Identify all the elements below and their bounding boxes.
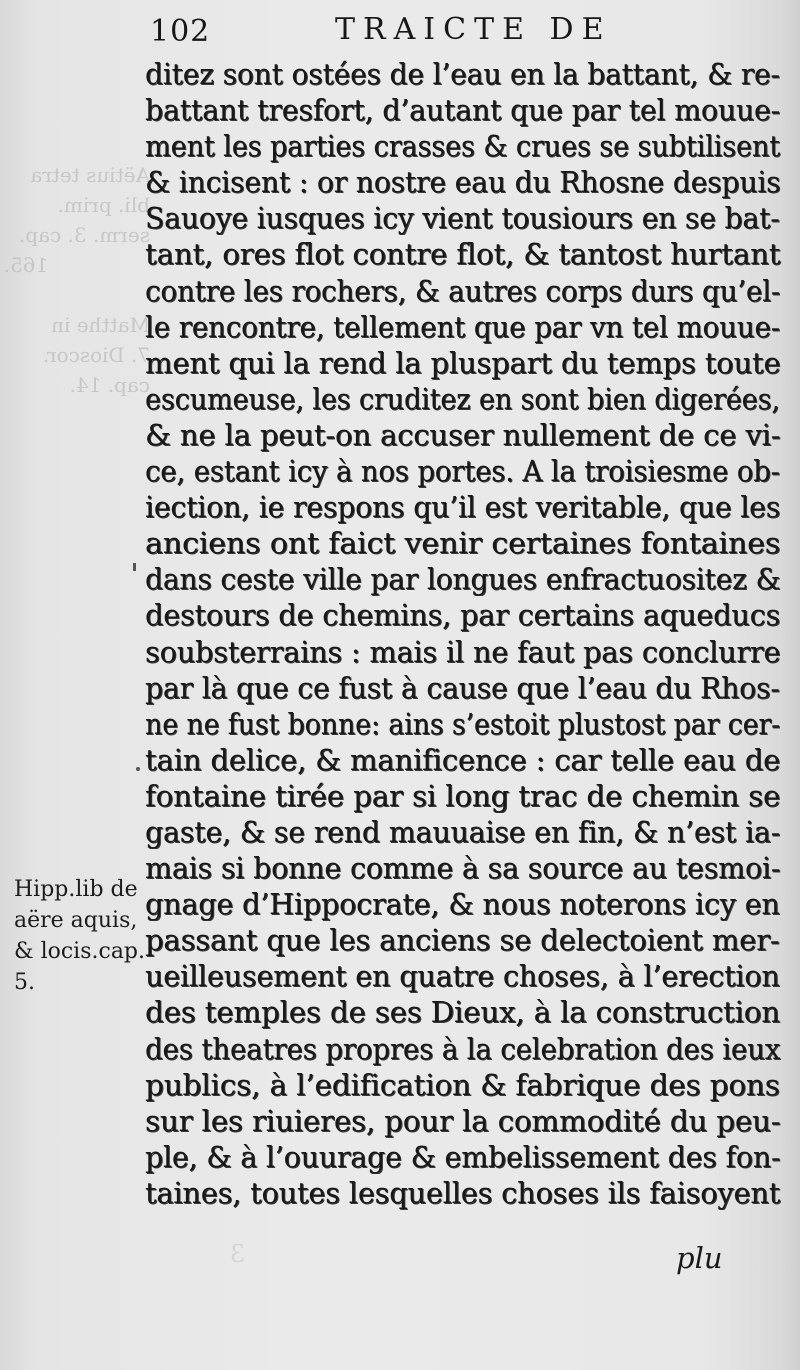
text-line: ce, estant icy à nos portes. A la troisiesme ob- bbox=[145, 454, 780, 489]
text-line: par là que ce fust à cause que l’eau du Rhos- bbox=[145, 670, 780, 705]
text-line: le rencontre, tellement que par vn tel mouue- bbox=[145, 309, 781, 344]
text-line: ueilleusement en quatre choses, à l’erection bbox=[145, 959, 780, 994]
text-line: mais si bonne comme à sa source au tesmoi- bbox=[145, 851, 781, 886]
text-line: battant tresfort, d’autant que par tel mouue- bbox=[145, 93, 781, 128]
text-line: passant que les anciens se delectoient mer- bbox=[145, 923, 780, 958]
page-number: 102 bbox=[150, 14, 211, 49]
margin-citation-line: aëre aquis, bbox=[14, 908, 138, 933]
text-line: ment les parties crasses & crues se subtilisent bbox=[145, 129, 780, 164]
ink-mark bbox=[133, 563, 136, 571]
text-line: soubsterrains : mais il ne faut pas conclurre bbox=[145, 634, 781, 669]
text-line: sur les riuieres, pour la commodité du peu- bbox=[145, 1103, 781, 1138]
main-text-block bbox=[145, 56, 785, 1211]
margin-citation bbox=[14, 874, 154, 998]
text-line: fontaine tirée par si long trac de chemin se bbox=[145, 778, 781, 813]
text-line: gnage d’Hippocrate, & nous noterons icy en bbox=[145, 887, 780, 922]
text-line: des temples de ses Dieux, à la construction bbox=[145, 995, 780, 1030]
text-line: & ne la peut-on accuser nullement de ce vi- bbox=[145, 417, 781, 452]
show-through-numeral: 3 bbox=[230, 1240, 246, 1268]
running-head: TRAICTE DE bbox=[335, 12, 612, 47]
text-line: iection, ie respons qu’il est veritable, que les bbox=[145, 490, 781, 525]
margin-citation-line: 5. bbox=[14, 970, 35, 995]
text-line: & incisent : or nostre eau du Rhosne despuis bbox=[145, 165, 781, 200]
page-header bbox=[150, 12, 770, 52]
text-line: tain delice, & manificence : car telle eau de bbox=[145, 742, 781, 777]
text-line: ple, & à l’ouurage & embelissement des fon- bbox=[145, 1139, 781, 1174]
text-line: tant, ores flot contre flot, & tantost hurtant bbox=[145, 237, 781, 272]
text-line: gaste, & se rend mauuaise en fin, & n’est ia- bbox=[145, 814, 781, 849]
text-line: Sauoye iusques icy vient tousiours en se bat- bbox=[145, 201, 780, 236]
text-line: publics, à l’edification & fabrique des pons bbox=[145, 1067, 780, 1102]
text-line: destours de chemins, par certains aqueducs bbox=[145, 598, 781, 633]
text-line: ment qui la rend la pluspart du temps toute bbox=[145, 345, 781, 380]
text-line: anciens ont faict venir certaines fontaines bbox=[145, 526, 781, 561]
text-line: ditez sont ostées de l’eau en la battant, & re- bbox=[145, 57, 780, 91]
text-line: contre les rochers, & autres corps durs qu’el- bbox=[145, 273, 781, 308]
ink-dot bbox=[136, 767, 140, 771]
margin-citation-line: Hipp.lib de bbox=[14, 877, 138, 902]
show-through-margin-note: Aëtius tetra bli. prim. serm. 3. cap. 165. Matthe in 7. Dioscor. cap. 14. bbox=[3, 163, 150, 397]
text-line: dans ceste ville par longues enfractuositez & bbox=[145, 562, 781, 597]
catchword: plu bbox=[676, 1241, 723, 1275]
text-line: ne ne fust bonne: ains s’estoit plustost par cer- bbox=[145, 706, 781, 741]
margin-citation-line: & locis.cap. bbox=[14, 939, 146, 964]
text-line: taines, toutes lesquelles choses ils faisoyent bbox=[145, 1175, 781, 1210]
text-line: des theatres propres à la celebration des ieux bbox=[145, 1031, 781, 1066]
text-line: escumeuse, les cruditez en sont bien digerées, bbox=[145, 381, 780, 416]
